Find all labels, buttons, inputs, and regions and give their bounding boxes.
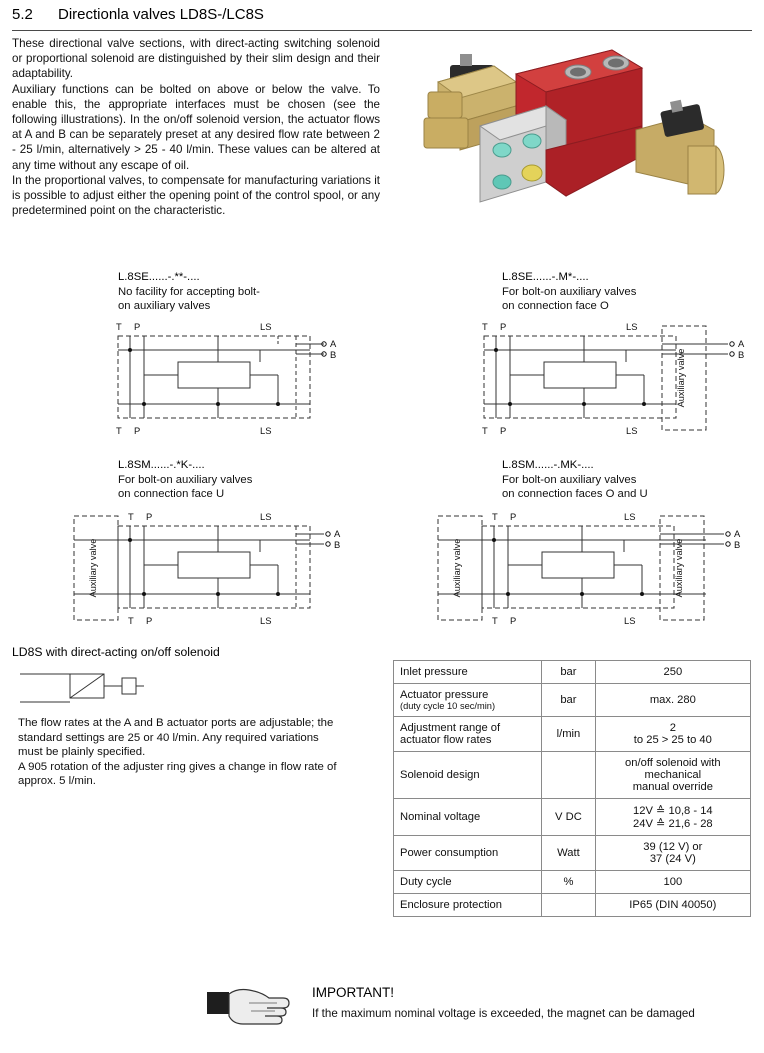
schematic-2-label-a: A [738, 338, 745, 349]
spec-value-line: mechanical [644, 769, 702, 781]
schematic-2-label-p: P [500, 321, 507, 332]
schematic-1-code: L.8SE......-.**-.... [118, 271, 200, 283]
schematic-4-label-p2: P [510, 615, 517, 626]
schematic-2-label-ls2: LS [626, 425, 638, 436]
flow-rate-note-line1: The flow rates at the A and B actuator ports are adjustable; the standard settings are 25 or 40 l/min. Any required variations must be plainly specified. [18, 717, 334, 759]
schematic-3-label-t: T [128, 511, 134, 522]
schematic-4-title [502, 458, 762, 502]
schematic-3-title [118, 458, 378, 502]
schematic-2-title [502, 270, 752, 314]
schematic-3-label-p2: P [146, 615, 153, 626]
spec-value-line: 2 [669, 722, 676, 734]
product-photo [398, 30, 754, 210]
schematic-1-label-t2: T [116, 425, 122, 436]
spec-value [595, 752, 750, 799]
spec-value: IP65 (DIN 40050) [595, 894, 750, 917]
intro-paragraph-1: These directional valve sections, with direct-acting switching solenoid or proportional solenoid are distinguished by their slim design and their adaptability. [12, 37, 380, 81]
schematic-4-label-b: B [734, 539, 741, 550]
spec-value [595, 799, 750, 836]
schematic-4-label-p: P [510, 511, 517, 522]
spec-unit: bar [542, 661, 596, 684]
page-heading [12, 6, 264, 23]
schematic-3-diagram [66, 508, 356, 628]
spec-name [394, 717, 542, 752]
schematic-3-label-ls: LS [260, 511, 272, 522]
spec-unit: V DC [542, 799, 596, 836]
schematic-4-label-a: A [734, 528, 741, 539]
important-text: If the maximum nominal voltage is exceeded, the magnet can be damaged [312, 1007, 695, 1020]
table-row [394, 661, 751, 684]
spec-name-main: Actuator pressure [400, 689, 489, 701]
schematic-4-aux-left-label: Auxiliary valve [452, 538, 462, 598]
schematic-2-desc-line1: For bolt-on auxiliary valves [502, 285, 637, 298]
schematic-2-label-p2: P [500, 425, 507, 436]
schematic-3-aux-label: Auxiliary valve [88, 538, 98, 598]
spec-value: 250 [595, 661, 750, 684]
schematic-1-label-p: P [134, 321, 141, 332]
spec-name: Nominal voltage [394, 799, 542, 836]
intro-text [12, 36, 380, 218]
spec-name-line2: actuator flow rates [400, 734, 492, 746]
spec-name: Duty cycle [394, 871, 542, 894]
table-row [394, 752, 751, 799]
schematic-1-label-a: A [330, 338, 337, 349]
spec-unit: bar [542, 684, 596, 717]
spec-value-line: 37 (24 V) [649, 853, 696, 865]
important-title: IMPORTANT! [312, 985, 395, 1000]
schematic-3-label-b: B [334, 539, 341, 550]
spec-name: Solenoid design [394, 752, 542, 799]
schematic-4-label-t: T [492, 511, 498, 522]
spec-value-line: 39 (12 V) or [643, 841, 703, 853]
schematic-4-label-t2: T [492, 615, 498, 626]
schematic-1-title [118, 270, 368, 314]
pointing-hand-icon [205, 982, 301, 1026]
schematic-1-label-ls: LS [260, 321, 272, 332]
spec-name: Inlet pressure [394, 661, 542, 684]
schematic-1-label-b: B [330, 349, 337, 360]
schematic-2-diagram [466, 318, 756, 438]
spec-value [595, 836, 750, 871]
spec-unit [542, 894, 596, 917]
spec-name-sub: (duty cycle 10 sec/min) [400, 701, 496, 711]
intro-paragraph-3: In the proportional valves, to compensate for manufacturing variations it is possible to adjust either the opening point of the control spool, or any predetermined point on the characteristic. [12, 173, 380, 218]
spec-value-line: manual override [632, 781, 713, 793]
schematic-1-diagram [100, 318, 360, 438]
schematic-4-label-ls2: LS [624, 615, 636, 626]
heading-title: Directionla valves LD8S-/LC8S [58, 6, 264, 23]
ld8s-section-title: LD8S with direct-acting on/off solenoid [12, 645, 220, 659]
spec-unit: Watt [542, 836, 596, 871]
table-row [394, 717, 751, 752]
schematic-4-label-ls: LS [624, 511, 636, 522]
schematic-4-code: L.8SM......-.MK-.... [502, 459, 594, 471]
schematic-1-label-p2: P [134, 425, 141, 436]
solenoid-symbol [18, 668, 148, 710]
schematic-3-desc-line2: on connection face U [118, 488, 225, 500]
spec-value: max. 280 [595, 684, 750, 717]
table-row [394, 894, 751, 917]
schematic-2-aux-label: Auxiliary valve [676, 348, 686, 408]
specification-table [393, 660, 751, 917]
spec-unit: % [542, 871, 596, 894]
schematic-3-label-p: P [146, 511, 153, 522]
spec-name-main: Adjustment range of [400, 722, 501, 734]
spec-value-line: to 25 > 25 to 40 [633, 734, 712, 746]
schematic-2-desc-line2: on connection face O [502, 300, 609, 312]
intro-paragraph-2: Auxiliary functions can be bolted on above or below the valve. To enable this, the appropriate interfaces must be chosen (see the following illustrations). In the on/off solenoid version, the actuator flows at A and B can be separately preset at any desired flow rate between 2 - 25 l/min, alternatively > 25 - 40 l/min. These values can be altered at any time without any escape of oil. [12, 82, 380, 172]
schematic-3-label-a: A [334, 528, 341, 539]
schematic-4-aux-right-label: Auxiliary valve [674, 538, 684, 598]
schematic-1-label-t: T [116, 321, 122, 332]
spec-name: Enclosure protection [394, 894, 542, 917]
spec-name [394, 684, 542, 717]
table-row [394, 871, 751, 894]
schematic-2-label-t2: T [482, 425, 488, 436]
schematic-3-label-t2: T [128, 615, 134, 626]
schematic-1-desc-line1: No facility for accepting bolt- [118, 285, 260, 298]
spec-unit [542, 752, 596, 799]
schematic-4-desc-line1: For bolt-on auxiliary valves [502, 473, 637, 486]
table-row [394, 836, 751, 871]
schematic-1-label-ls2: LS [260, 425, 272, 436]
schematic-2-code: L.8SE......-.M*-.... [502, 271, 589, 283]
table-row [394, 684, 751, 717]
table-row [394, 799, 751, 836]
flow-rate-note-line2: A 905 rotation of the adjuster ring gives a change in flow rate of approx. 5 l/min. [18, 760, 337, 788]
schematic-2-label-t: T [482, 321, 488, 332]
schematic-4-desc-line2: on connection faces O and U [502, 488, 648, 500]
spec-value: 100 [595, 871, 750, 894]
spec-value-line: 12V ≙ 10,8 - 14 [633, 805, 713, 817]
spec-value-line: 24V ≙ 21,6 - 28 [633, 818, 713, 830]
schematic-2-label-b: B [738, 349, 745, 360]
spec-unit: l/min [542, 717, 596, 752]
schematic-1-desc-line2: on auxiliary valves [118, 300, 211, 312]
schematic-3-code: L.8SM......-.*K-.... [118, 459, 205, 471]
schematic-3-label-ls2: LS [260, 615, 272, 626]
spec-value-line: on/off solenoid with [625, 757, 721, 769]
schematic-4-diagram [430, 508, 750, 628]
schematic-3-desc-line1: For bolt-on auxiliary valves [118, 473, 253, 486]
spec-value [595, 717, 750, 752]
schematic-2-label-ls: LS [626, 321, 638, 332]
flow-rate-note [18, 716, 338, 789]
spec-name: Power consumption [394, 836, 542, 871]
heading-number: 5.2 [12, 6, 33, 23]
